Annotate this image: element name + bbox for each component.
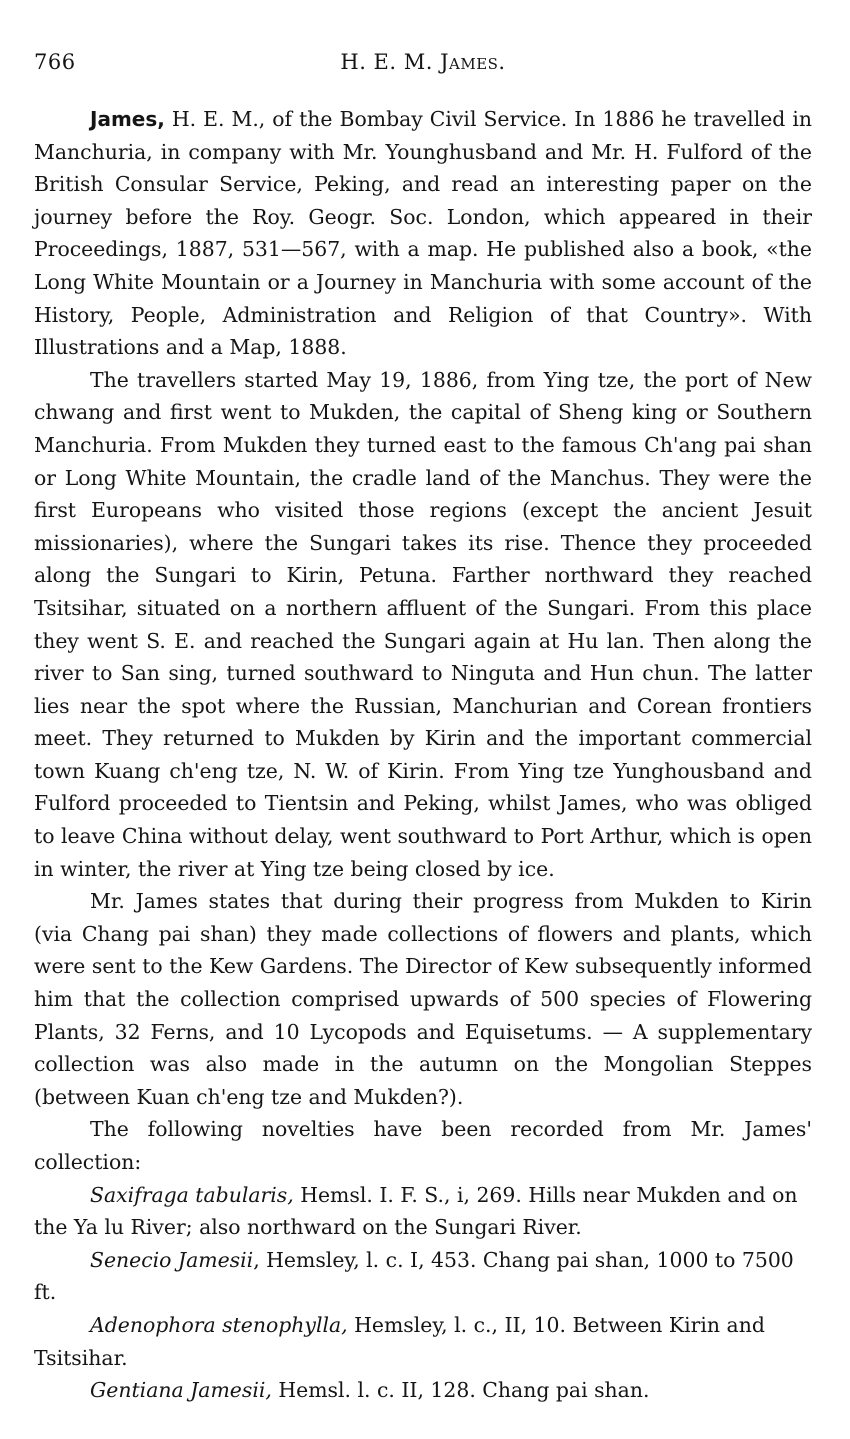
- paragraph-text: H. E. M., of the Bombay Civil Service. In 1886 he travelled in Manchuria, in company with Mr. Younghusband and Mr. H. Fulford of the British Consular Service, Peking, and read an interesting paper on the journey before the Roy. Geogr. Soc. London, which appeared in their Proceedings, 1887, 531—567, with a map. He published also a book, «the Long White Mountain or a Journey in Manchuria with some account of the History, People, Administration and Religion of that Country». With Illustrations and a Map, 1888.: [34, 107, 812, 360]
- species-name: Senecio Jamesii: [90, 1247, 254, 1272]
- entry-headword: James,: [90, 107, 165, 131]
- species-citation: Hemsley, l. c., II, 10. Between Kirin and Tsitsihar.: [34, 1312, 765, 1370]
- paragraph-novelties-intro: The following novelties have been recorded from Mr. James' collection:: [34, 1117, 812, 1174]
- species-citation: Hemsl. l. c. II, 128. Chang pai shan.: [271, 1378, 650, 1403]
- species-name: Saxifraga tabularis,: [90, 1182, 294, 1207]
- species-entry: [34, 1179, 812, 1244]
- species-citation: Hemsl. I. F. S., i, 269. Hills near Mukden and on the Ya lu River; also northward on the Sungari River.: [34, 1182, 798, 1240]
- paragraph-travels: The travellers started May 19, 1886, from Ying tze, the port of New chwang and first went to Mukden, the capital of Sheng king or Southern Manchuria. From Mukden they turned east to the famous Ch'ang pai shan or Long White Mountain, the cradle land of the Manchus. They were the first Europeans who visited those regions (except the ancient Jesuit missionaries), where the Sungari takes its rise. Thence they proceeded along the Sungari to Kirin, Petuna. Farther northward they reached Tsitsihar, situated on a northern affluent of the Sungari. From this place they went S. E. and reached the Sungari again at Hu lan. Then along the river to San sing, turned southward to Ninguta and Hun chun. The latter lies near the spot where the Russian, Manchurian and Corean frontiers meet. They returned to Mukden by Kirin and the important commercial town Kuang ch'eng tze, N. W. of Kirin. From Ying tze Yunghousband and Fulford proceeded to Tientsin and Peking, whilst James, who was obliged to leave China without delay, went southward to Port Arthur, which is open in winter, the river at Ying tze being closed by ice.: [34, 367, 812, 881]
- running-title: H. E. M. James.: [340, 50, 506, 74]
- running-head: [34, 50, 812, 78]
- paragraph-collections: Mr. James states that during their progress from Mukden to Kirin (via Chang pai shan) they made collections of flowers and plants, which were sent to the Kew Gardens. The Director of Kew subsequently informed him that the collection comprised upwards of 500 species of Flowering Plants, 32 Ferns, and 10 Lycopods and Equisetums. — A supplementary collection was also made in the autumn on the Mongolian Steppes (between Kuan ch'eng tze and Mukden?).: [34, 889, 812, 1109]
- species-citation: , Hemsley, l. c. I, 453. Chang pai shan, 1000 to 7500 ft.: [34, 1247, 794, 1305]
- species-entry: [34, 1309, 812, 1374]
- species-name: Adenophora stenophylla,: [90, 1312, 348, 1337]
- page-number: 766: [34, 50, 76, 74]
- species-entry: [34, 1374, 812, 1407]
- entry-body: [34, 103, 812, 1407]
- paragraph-intro: [34, 103, 812, 364]
- species-entry: [34, 1244, 812, 1309]
- species-name: Gentiana Jamesii,: [90, 1378, 272, 1403]
- document-page: [34, 0, 812, 1407]
